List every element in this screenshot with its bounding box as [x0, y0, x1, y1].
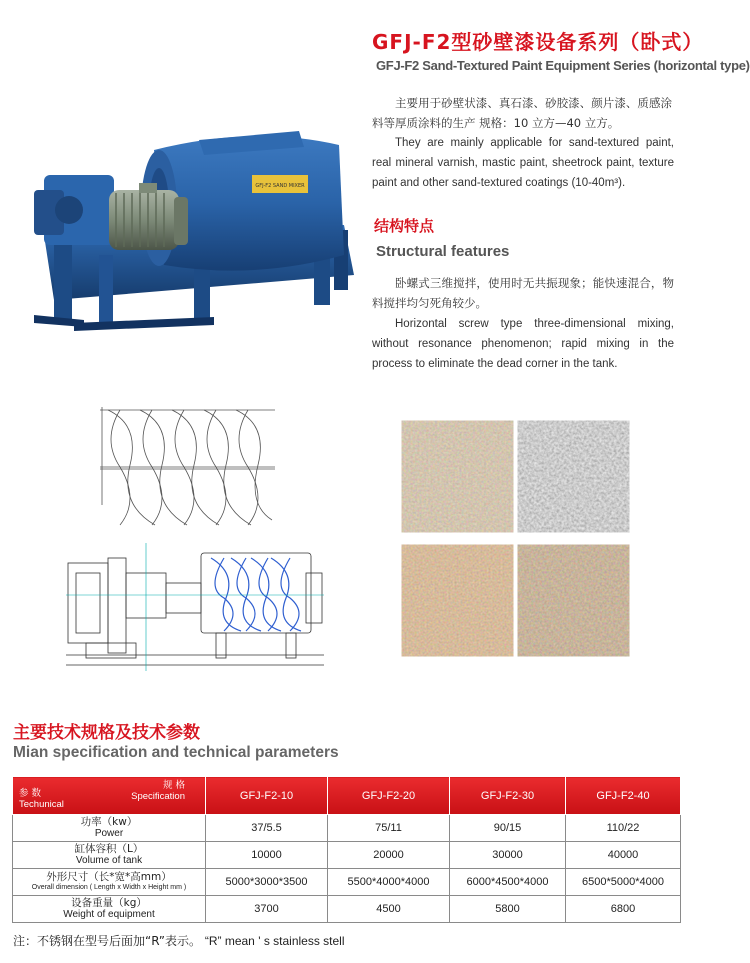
table-cell: 40000 [566, 842, 681, 869]
table-cell: 75/11 [328, 815, 450, 842]
texture-swatch-grey [527, 430, 620, 523]
model-header: GFJ-F2-20 [328, 777, 450, 815]
row-label [13, 842, 206, 869]
table-cell: 5800 [450, 896, 566, 923]
spec-heading-en: Mian specification and technical parameters [13, 744, 339, 761]
texture-swatch-brown [527, 554, 620, 647]
row-label-cn: 功率（kw） [80, 816, 138, 828]
assembly-drawing [66, 543, 324, 671]
intro-text-cn: 主要用于砂壁状漆、真石漆、砂胶漆、颜片漆、质感涂料等厚质涂料的生产 规格：10 立方—40 立方。 [372, 96, 672, 130]
table-cell: 5500*4000*4000 [328, 869, 450, 896]
row-label-en: Volume of tank [75, 855, 143, 866]
row-label-en: Overall dimension ( Length x Width x Height mm ) [31, 884, 187, 891]
machine-nameplate: GFJ-F2 SAND MIXER [255, 183, 305, 189]
texture-swatch-tan [411, 554, 504, 647]
page-subtitle: GFJ-F2 Sand-Textured Paint Equipment Series (horizontal type) [376, 58, 750, 73]
corner-param-cn: 参 数 [19, 788, 42, 799]
row-label [13, 815, 206, 842]
structure-heading-en: Structural features [376, 243, 510, 260]
spec-table [12, 776, 681, 923]
row-label-en: Power [94, 828, 124, 839]
spec-corner-cell [13, 777, 206, 815]
table-row [13, 842, 681, 869]
table-cell: 110/22 [566, 815, 681, 842]
corner-spec-en: Specification [131, 791, 185, 802]
corner-param-en: Techunical [19, 799, 64, 810]
table-cell: 20000 [328, 842, 450, 869]
table-row [13, 815, 681, 842]
intro-text-en: They are mainly applicable for sand-textured paint, real mineral varnish, mastic paint, sheetrock paint, texture paint and other sand-textured coatings (10-40m³). [372, 137, 674, 189]
table-row [13, 869, 681, 896]
table-cell: 90/15 [450, 815, 566, 842]
table-cell: 3700 [206, 896, 328, 923]
footnote-cn: 注：不锈钢在型号后面加“R”表示。 [13, 934, 202, 948]
model-header: GFJ-F2-40 [566, 777, 681, 815]
table-cell: 6500*5000*4000 [566, 869, 681, 896]
row-label-cn: 缸体容积（L） [74, 843, 144, 855]
row-label [13, 896, 206, 923]
table-cell: 30000 [450, 842, 566, 869]
table-cell: 4500 [328, 896, 450, 923]
row-label-cn: 外形尺寸（长*宽*高mm） [46, 871, 172, 883]
model-header: GFJ-F2-30 [450, 777, 566, 815]
row-label [13, 869, 206, 896]
row-label-cn: 设备重量（kg） [71, 897, 147, 909]
row-label-en: Weight of equipment [63, 909, 155, 920]
table-cell: 37/5.5 [206, 815, 328, 842]
texture-swatch-beige [411, 430, 504, 523]
spiral-agitator-drawing [100, 405, 275, 530]
machine-photo [14, 105, 364, 345]
structure-text-cn: 卧螺式三维搅拌，使用时无共振现象；能快速混合，物料搅拌均匀死角较少。 [372, 276, 674, 310]
spec-header-row [13, 777, 681, 815]
corner-spec-cn: 规 格 [162, 780, 185, 791]
table-row [13, 896, 681, 923]
table-cell: 6000*4500*4000 [450, 869, 566, 896]
table-cell: 6800 [566, 896, 681, 923]
model-header: GFJ-F2-10 [206, 777, 328, 815]
table-cell: 5000*3000*3500 [206, 869, 328, 896]
structure-heading-cn: 结构特点 [374, 217, 435, 235]
spec-heading-cn: 主要技术规格及技术参数 [13, 723, 200, 743]
footnote-en: “R” mean ' s stainless stell [204, 934, 345, 948]
page-title: GFJ-F2型砂壁漆设备系列（卧式） [372, 30, 704, 54]
footnote [13, 932, 345, 949]
table-cell: 10000 [206, 842, 328, 869]
structure-text-en: Horizontal screw type three-dimensional mixing, without resonance phenomenon; rapid mixing in the process to eliminate the dead corner in the tank. [372, 318, 674, 370]
